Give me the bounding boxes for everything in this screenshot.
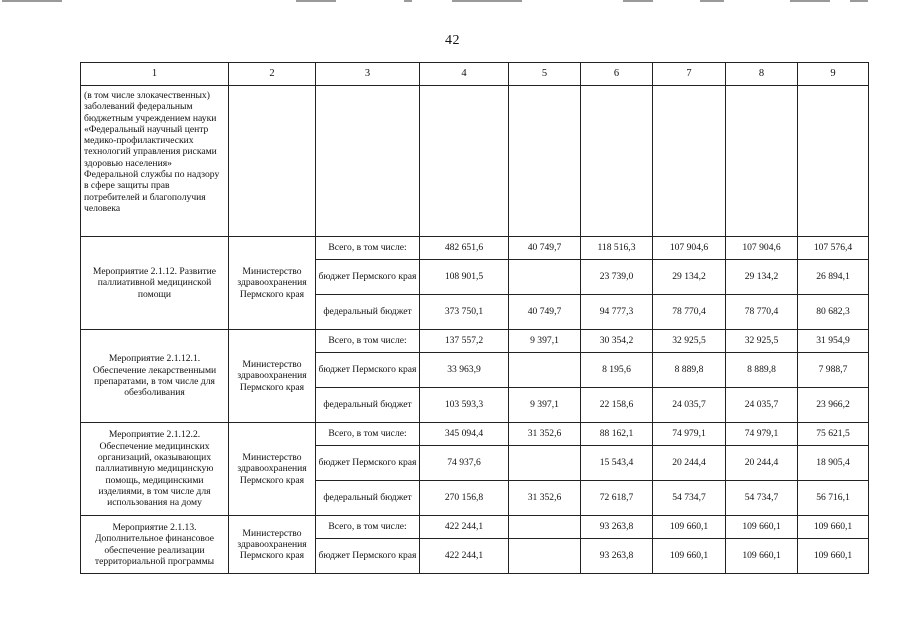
- amount-cell: 8 889,8: [726, 353, 798, 388]
- column-number: 4: [420, 63, 509, 86]
- organization-name: Министерство здравоохранения Пермского края: [229, 237, 316, 330]
- column-number: 5: [509, 63, 581, 86]
- amount-cell: 31 954,9: [798, 330, 869, 353]
- amount-cell: 24 035,7: [653, 388, 726, 423]
- amount-cell: [509, 446, 581, 481]
- amount-cell: 109 660,1: [653, 539, 726, 574]
- amount-cell: 93 263,8: [581, 539, 653, 574]
- amount-cell: 270 156,8: [420, 481, 509, 516]
- amount-cell: 94 777,3: [581, 295, 653, 330]
- amount-cell: 78 770,4: [653, 295, 726, 330]
- amount-cell: 78 770,4: [726, 295, 798, 330]
- amount-cell: 108 901,5: [420, 260, 509, 295]
- amount-cell: 74 937,6: [420, 446, 509, 481]
- column-number: 9: [798, 63, 869, 86]
- amount-cell: 32 925,5: [726, 330, 798, 353]
- empty-cell: [316, 86, 420, 237]
- column-number: 1: [81, 63, 229, 86]
- amount-cell: 109 660,1: [726, 516, 798, 539]
- funding-source: бюджет Пермского края: [316, 539, 420, 574]
- funding-source: Всего, в том числе:: [316, 423, 420, 446]
- funding-source: Всего, в том числе:: [316, 330, 420, 353]
- empty-cell: [420, 86, 509, 237]
- amount-cell: 32 925,5: [653, 330, 726, 353]
- measure-name: Мероприятие 2.1.12.2. Обеспечение медицинских организаций, оказывающих паллиативную медицинскую помощь, медицинскими изделиями, в том числе для использования на дому: [81, 423, 229, 516]
- amount-cell: [509, 516, 581, 539]
- amount-cell: 54 734,7: [726, 481, 798, 516]
- empty-cell: [509, 86, 581, 237]
- amount-cell: 40 749,7: [509, 295, 581, 330]
- table-row: [81, 516, 869, 539]
- amount-cell: 93 263,8: [581, 516, 653, 539]
- amount-cell: 9 397,1: [509, 330, 581, 353]
- column-number-row: [81, 63, 869, 86]
- amount-cell: 8 889,8: [653, 353, 726, 388]
- funding-source: федеральный бюджет: [316, 481, 420, 516]
- amount-cell: 107 904,6: [726, 237, 798, 260]
- amount-cell: 23 966,2: [798, 388, 869, 423]
- amount-cell: [509, 353, 581, 388]
- amount-cell: 29 134,2: [653, 260, 726, 295]
- amount-cell: 29 134,2: [726, 260, 798, 295]
- amount-cell: 9 397,1: [509, 388, 581, 423]
- empty-cell: [798, 86, 869, 237]
- amount-cell: 7 988,7: [798, 353, 869, 388]
- amount-cell: 482 651,6: [420, 237, 509, 260]
- empty-cell: [581, 86, 653, 237]
- amount-cell: 54 734,7: [653, 481, 726, 516]
- funding-source: федеральный бюджет: [316, 295, 420, 330]
- amount-cell: 40 749,7: [509, 237, 581, 260]
- amount-cell: 109 660,1: [798, 539, 869, 574]
- column-number: 3: [316, 63, 420, 86]
- amount-cell: 422 244,1: [420, 539, 509, 574]
- amount-cell: 15 543,4: [581, 446, 653, 481]
- empty-cell: [726, 86, 798, 237]
- measure-name: Мероприятие 2.1.13. Дополнительное финансовое обеспечение реализации территориальной программы: [81, 516, 229, 574]
- amount-cell: 31 352,6: [509, 481, 581, 516]
- amount-cell: 109 660,1: [726, 539, 798, 574]
- amount-cell: 109 660,1: [798, 516, 869, 539]
- funding-source: Всего, в том числе:: [316, 516, 420, 539]
- amount-cell: 33 963,9: [420, 353, 509, 388]
- amount-cell: 109 660,1: [653, 516, 726, 539]
- continued-measure-text: (в том числе злокачественных) заболеваний федеральным бюджетным учреждением науки «Федеральный научный центр медико-профилактических технологий управления рисками здоровью населения» Федеральной службы по надзору в сфере защиты прав потребителей и благополучия человека: [81, 86, 229, 237]
- funding-source: бюджет Пермского края: [316, 353, 420, 388]
- amount-cell: 74 979,1: [653, 423, 726, 446]
- organization-name: Министерство здравоохранения Пермского края: [229, 330, 316, 423]
- table-row: [81, 423, 869, 446]
- budget-table: [80, 62, 869, 574]
- amount-cell: [509, 539, 581, 574]
- table-row: [81, 330, 869, 353]
- funding-source: Всего, в том числе:: [316, 237, 420, 260]
- amount-cell: 80 682,3: [798, 295, 869, 330]
- measure-name: Мероприятие 2.1.12. Развитие паллиативной медицинской помощи: [81, 237, 229, 330]
- measure-name: Мероприятие 2.1.12.1. Обеспечение лекарственными препаратами, в том числе для обезболивания: [81, 330, 229, 423]
- amount-cell: 31 352,6: [509, 423, 581, 446]
- amount-cell: 24 035,7: [726, 388, 798, 423]
- amount-cell: 103 593,3: [420, 388, 509, 423]
- organization-name: Министерство здравоохранения Пермского края: [229, 516, 316, 574]
- amount-cell: 26 894,1: [798, 260, 869, 295]
- empty-cell: [229, 86, 316, 237]
- organization-name: Министерство здравоохранения Пермского края: [229, 423, 316, 516]
- amount-cell: 75 621,5: [798, 423, 869, 446]
- amount-cell: 56 716,1: [798, 481, 869, 516]
- funding-source: бюджет Пермского края: [316, 260, 420, 295]
- amount-cell: 72 618,7: [581, 481, 653, 516]
- column-number: 2: [229, 63, 316, 86]
- amount-cell: 345 094,4: [420, 423, 509, 446]
- amount-cell: 137 557,2: [420, 330, 509, 353]
- scan-top-edge-marks: [0, 0, 905, 4]
- funding-source: бюджет Пермского края: [316, 446, 420, 481]
- amount-cell: 118 516,3: [581, 237, 653, 260]
- column-number: 7: [653, 63, 726, 86]
- amount-cell: [509, 260, 581, 295]
- amount-cell: 74 979,1: [726, 423, 798, 446]
- amount-cell: 18 905,4: [798, 446, 869, 481]
- table-row: [81, 237, 869, 260]
- amount-cell: 107 904,6: [653, 237, 726, 260]
- empty-cell: [653, 86, 726, 237]
- column-number: 6: [581, 63, 653, 86]
- amount-cell: 422 244,1: [420, 516, 509, 539]
- amount-cell: 23 739,0: [581, 260, 653, 295]
- amount-cell: 30 354,2: [581, 330, 653, 353]
- continuation-row: [81, 86, 869, 237]
- funding-source: федеральный бюджет: [316, 388, 420, 423]
- amount-cell: 20 244,4: [726, 446, 798, 481]
- amount-cell: 8 195,6: [581, 353, 653, 388]
- amount-cell: 22 158,6: [581, 388, 653, 423]
- amount-cell: 88 162,1: [581, 423, 653, 446]
- amount-cell: 373 750,1: [420, 295, 509, 330]
- page-number: 42: [445, 33, 460, 48]
- column-number: 8: [726, 63, 798, 86]
- amount-cell: 107 576,4: [798, 237, 869, 260]
- amount-cell: 20 244,4: [653, 446, 726, 481]
